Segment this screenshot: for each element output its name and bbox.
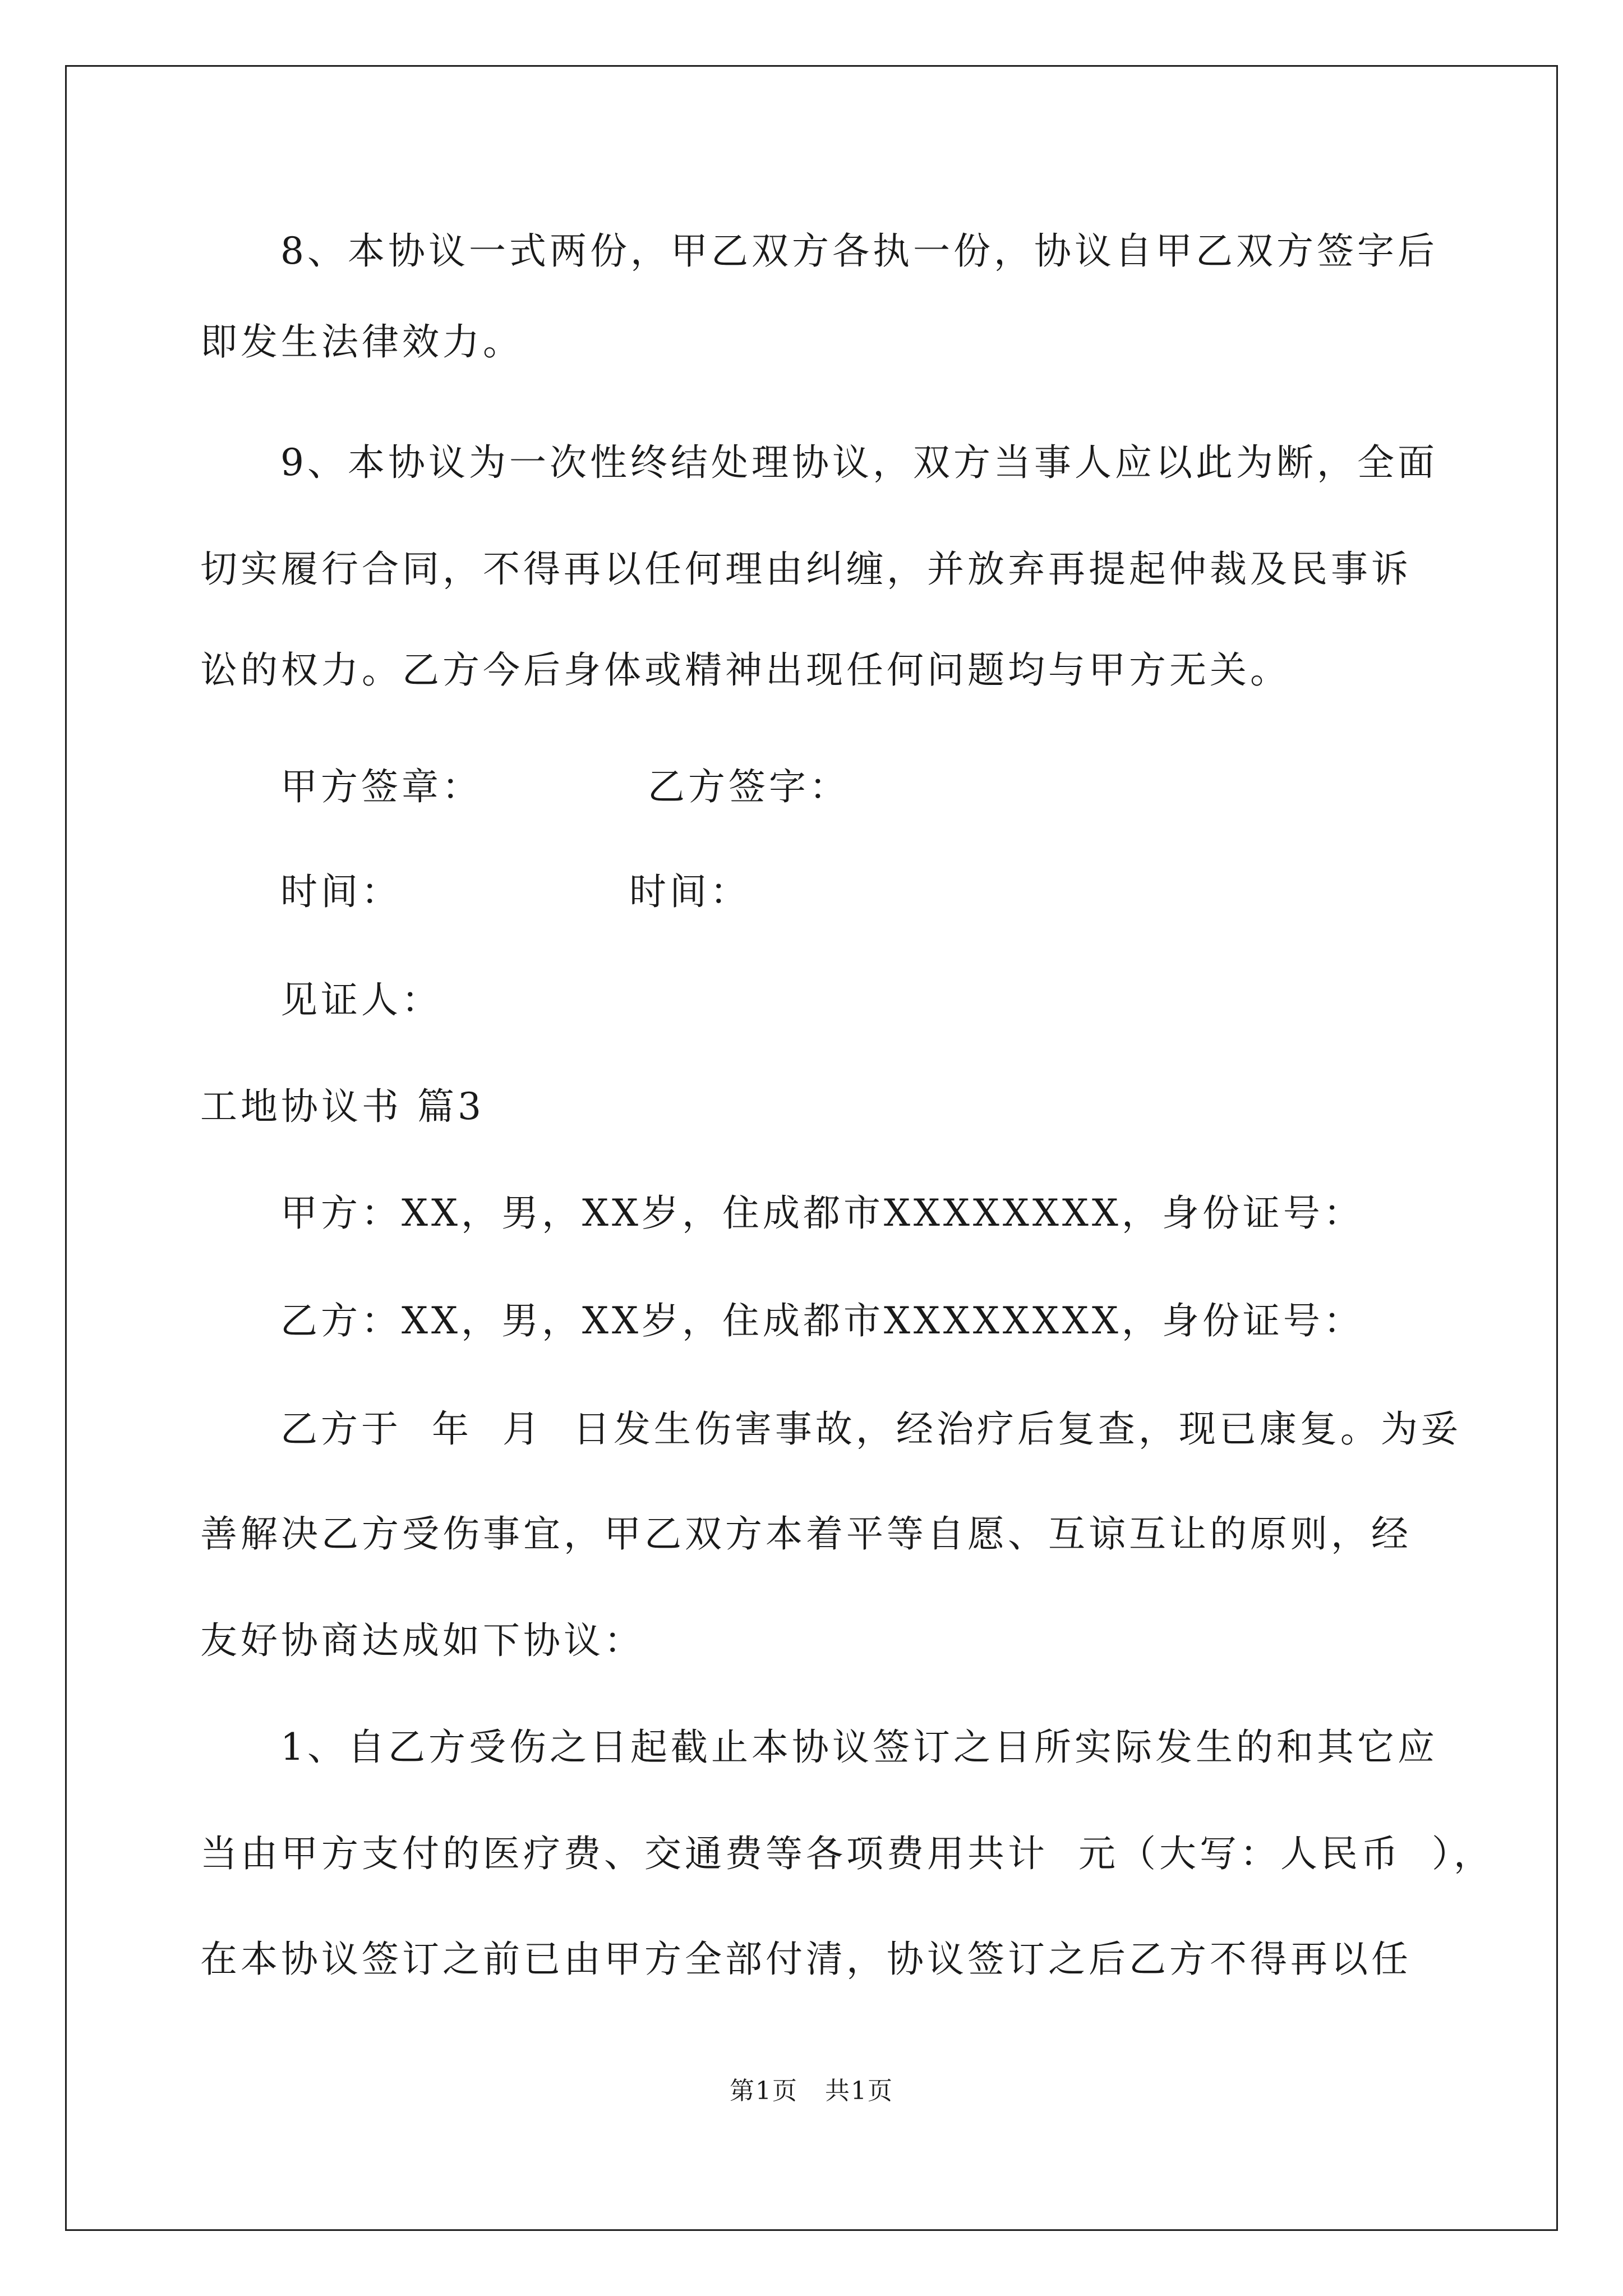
paragraph-line: 当由甲方支付的医疗费、交通费等各项费用共计 元（大写：人民币 ），	[200, 1832, 1494, 1875]
paragraph-line: 在本协议签订之前已由甲方全部付清，协议签订之后乙方不得再以任	[200, 1938, 1412, 1981]
paragraph-line: 切实履行合同，不得再以任何理由纠缠，并放弃再提起仲裁及民事诉	[200, 547, 1412, 591]
paragraph-line: 即发生法律效力。	[200, 320, 523, 364]
paragraph-line: 8、本协议一式两份，甲乙双方各执一份，协议自甲乙双方签字后	[280, 229, 1438, 273]
paragraph-line: 乙方于 年 月 日发生伤害事故，经治疗后复查，现已康复。为妥	[280, 1407, 1461, 1451]
page-footer: 第1页 共1页	[730, 2077, 893, 2105]
paragraph-line: 友好协商达成如下协议：	[200, 1619, 644, 1662]
party-b-info: 乙方：XX，男，XX岁，住成都市XXXXXXXX，身份证号：	[280, 1299, 1364, 1342]
paragraph-line: 善解决乙方受伤事宜，甲乙双方本着平等自愿、互谅互让的原则，经	[200, 1512, 1412, 1556]
page-border	[65, 65, 1558, 2231]
section-heading: 工地协议书 篇3	[200, 1085, 485, 1128]
witness-label: 见证人：	[280, 978, 442, 1022]
party-b-signature-label: 乙方签字：	[648, 765, 850, 808]
time-a-label: 时间：	[280, 870, 402, 913]
party-a-info: 甲方：XX，男，XX岁，住成都市XXXXXXXX，身份证号：	[280, 1191, 1364, 1235]
paragraph-line: 9、本协议为一次性终结处理协议，双方当事人应以此为断，全面	[280, 441, 1438, 484]
party-a-signature-label: 甲方签章：	[280, 765, 482, 808]
time-b-label: 时间：	[629, 870, 750, 913]
paragraph-line: 1、自乙方受伤之日起截止本协议签订之日所实际发生的和其它应	[280, 1726, 1438, 1769]
paragraph-line: 讼的权力。乙方今后身体或精神出现任何问题均与甲方无关。	[200, 648, 1290, 692]
